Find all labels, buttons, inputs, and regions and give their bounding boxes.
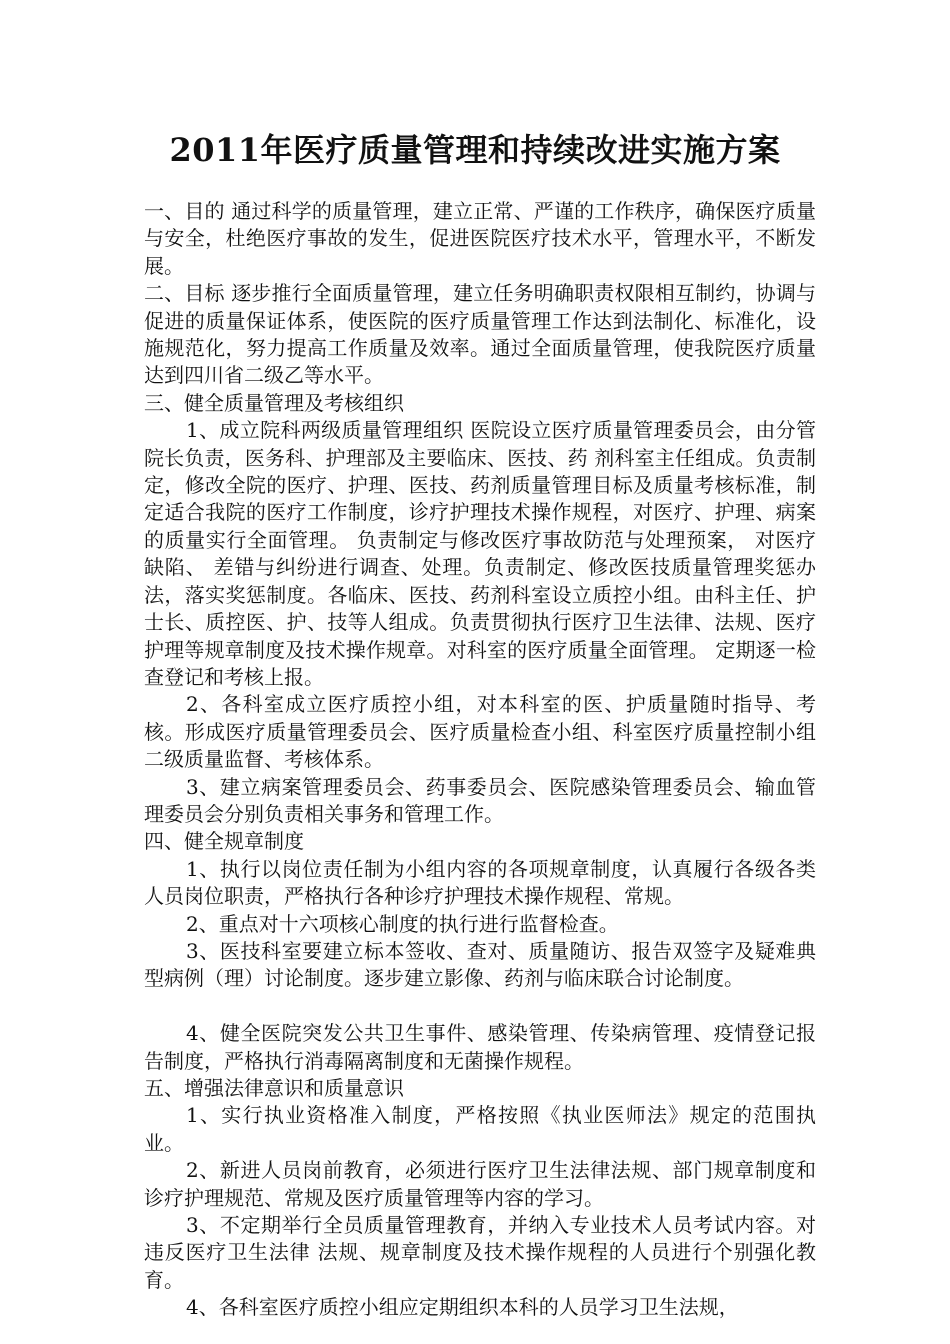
section-5-item-4: 4、各科室医疗质控小组应定期组织本科的人员学习卫生法规， (186, 1295, 739, 1320)
section-3-item-2: 2、各科室成立医疗质控小组，对本科室的医、护质量随时指导、考核。形成医疗质量管理委员会、医疗质量检查小组、科室医疗质量控制小组二级质量监督、考核体系。 (144, 692, 816, 772)
section-3-item-3: 3、建立病案管理委员会、药事委员会、医院感染管理委员会、输血管理委员会分别负责相关事务和管理工作。 (144, 774, 816, 826)
section-4-item-4: 4、健全医院突发公共卫生事件、感染管理、传染病管理、疫情登记报告制度，严格执行消毒隔离制度和无菌操作规程。 (144, 1021, 816, 1073)
section-4-item-2: 2、重点对十六项核心制度的执行进行监督检查。 (186, 911, 619, 936)
section-5-heading: 五、增强法律意识和质量意识 (144, 1075, 404, 1100)
section-5-item-1: 1、实行执业资格准入制度，严格按照《执业医师法》规定的范围执业。 (144, 1103, 816, 1155)
section-5-item-2: 2、新进人员岗前教育，必须进行医疗卫生法律法规、部门规章制度和诊疗护理规范、常规及医疗质量管理等内容的学习。 (144, 1158, 816, 1210)
section-1-purpose: 一、目的 通过科学的质量管理，建立正常、严谨的工作秩序，确保医疗质量与安全，杜绝医疗事故的发生，促进医院医疗技术水平，管理水平，不断发展。 (144, 199, 816, 278)
section-3-item-1: 1、成立院科两级质量管理组织 医院设立医疗质量管理委员会，由分管院长负责，医务科、护理部及主要临床、医技、药 剂科室主任组成。负责制定，修改全院的医疗、护理、医技、药剂质量管理目标及质量考核标准，制定适合我院的医疗工作制度，诊疗护理技术操作规程，对医疗、护理、病案的质量实行全面管理。 负责制定与修改医疗事故防范与处理预案， 对医疗缺陷、 差错与纠纷进行调查、处理。负责制定、修改医技质量管理奖惩办法，落实奖惩制度。各临床、医技、药剂科室设立质控小组。由科主任、护士长、质控医、护、技等人组成。负责贯彻执行医疗卫生法律、法规、医疗护理等规章制度及技术操作规章。对科室的医疗质量全面管理。 定期逐一检查登记和考核上报。 (144, 418, 816, 689)
blank-line (144, 993, 816, 1020)
section-3-heading: 三、健全质量管理及考核组织 (144, 390, 404, 415)
document-title: 2011年医疗质量管理和持续改进实施方案 (169, 131, 781, 169)
section-4-heading: 四、健全规章制度 (144, 829, 304, 854)
section-4-item-1: 1、执行以岗位责任制为小组内容的各项规章制度，认真履行各级各类人员岗位职责，严格执行各种诊疗护理技术操作规程、常规。 (144, 856, 816, 909)
section-5-item-3: 3、不定期举行全员质量管理教育，并纳入专业技术人员考试内容。对违反医疗卫生法律 法规、规章制度及技术操作规程的人员进行个别强化教育。 (144, 1213, 816, 1292)
section-4-item-3: 3、医技科室要建立标本签收、查对、质量随访、报告双签字及疑难典型病例（理）讨论制度。逐步建立影像、药剂与临床联合讨论制度。 (144, 938, 816, 991)
document-body (144, 198, 816, 1322)
section-2-goal: 二、目标 逐步推行全面质量管理，建立任务明确职责权限相互制约，协调与促进的质量保证体系，使医院的医疗质量管理工作达到法制化、标准化，设施规范化，努力提高工作质量及效率。通过全面质量管理，使我院医疗质量达到四川省二级乙等水平。 (144, 281, 816, 388)
